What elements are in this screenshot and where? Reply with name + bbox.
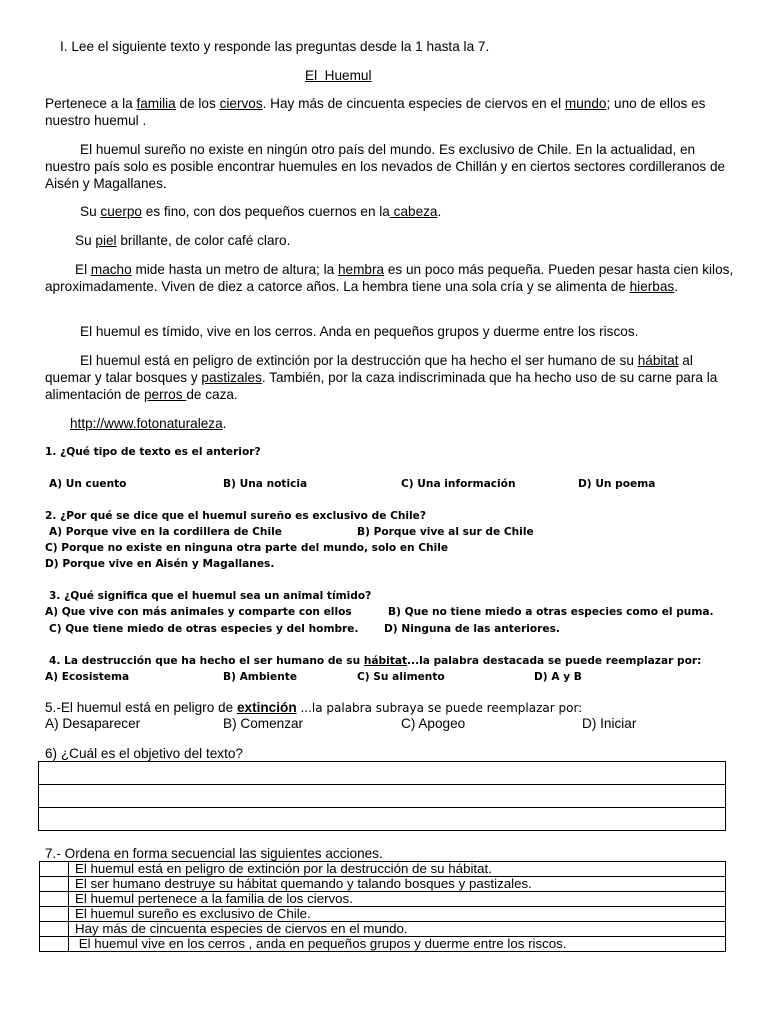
q5-option-d[interactable]: D) Iniciar (582, 716, 637, 731)
question-6: 6) ¿Cuál es el objetivo del texto? (45, 746, 243, 761)
question-5: 5.-El huemul está en peligro de extinción ...la palabra subraya se puede reemplazar por: (45, 700, 583, 715)
answer-line-2[interactable] (38, 784, 726, 808)
sequence-action: El huemul sureño es exclusivo de Chile. (69, 907, 726, 922)
paragraph-2: El huemul sureño no existe en ningún otro país del mundo. Es exclusivo de Chile. En la actualidad, en nuestro país solo es posible encontrar huemules en los nevados de Chillán y en ciertos sectores cordilleranos de Aisén y Magallanes. (45, 142, 726, 191)
question-4-options (0, 669, 768, 686)
q1-option-b[interactable]: B) Una noticia (223, 478, 308, 490)
question-2: 2. ¿Por qué se dice que el huemul sureño es exclusivo de Chile? (45, 510, 426, 522)
question-7: 7.- Ordena en forma secuencial las siguientes acciones. (45, 846, 383, 861)
table-row (40, 892, 726, 907)
table-row (40, 922, 726, 937)
word-piel: piel (95, 233, 117, 248)
order-number-cell[interactable] (40, 922, 69, 937)
q5-option-c[interactable]: C) Apogeo (401, 716, 466, 731)
source-link[interactable]: http://www.fotonaturaleza (70, 416, 223, 431)
document-title (305, 67, 372, 84)
order-number-cell[interactable] (40, 877, 69, 892)
q1-option-c[interactable]: C) Una información (401, 478, 516, 490)
question-4: 4. La destrucción que ha hecho el ser humano de su hábitat...la palabra destacada se puede reemplazar por: (49, 655, 702, 667)
paragraph-3: Su cuerpo es fino, con dos pequeños cuernos en la cabeza. (80, 204, 442, 219)
q3-option-c[interactable]: C) Que tiene miedo de otras especies y del hombre. (49, 623, 359, 635)
question-2-options-row1 (0, 524, 768, 541)
word-macho: macho (90, 262, 132, 277)
word-pastizales: pastizales (201, 370, 262, 385)
table-row (40, 907, 726, 922)
q4-option-d[interactable]: D) A y B (534, 671, 582, 683)
word-hembra: hembra (337, 262, 385, 277)
q2-option-a[interactable]: A) Porque vive en la cordillera de Chile (49, 526, 282, 538)
sequence-action: El huemul pertenece a la familia de los ciervos. (69, 892, 726, 907)
sequence-table (39, 861, 726, 952)
title-article: El (305, 68, 318, 83)
q5-option-b[interactable]: B) Comenzar (223, 716, 304, 731)
source: http://www.fotonaturaleza. (70, 416, 227, 431)
answer-line-3[interactable] (38, 807, 726, 831)
paragraph-6: El huemul es tímido, vive en los cerros. Anda en pequeños grupos y duerme entre los riscos. (80, 324, 639, 339)
q5-highlight-word: extinción (236, 700, 297, 715)
word-cuerpo: cuerpo (100, 204, 142, 219)
order-number-cell[interactable] (40, 907, 69, 922)
order-number-cell[interactable] (40, 862, 69, 877)
word-familia: familia (136, 96, 176, 111)
q4-option-c[interactable]: C) Su alimento (357, 671, 445, 683)
question-5-options (0, 715, 768, 732)
word-hierbas: hierbas (629, 279, 675, 294)
paragraph-5: El macho mide hasta un metro de altura; la hembra es un poco más pequeña. Pueden pesar hasta cien kilos, aproximadamente. Viven de diez a catorce años. La hembra tiene una sola cría y se alimenta de hierbas. (45, 262, 734, 294)
q2-option-c[interactable]: C) Porque no existe en ninguna otra parte del mundo, solo en Chile (45, 542, 449, 554)
word-mundo: mundo (564, 96, 607, 111)
order-number-cell[interactable] (40, 892, 69, 907)
title-name: Huemul (324, 68, 372, 83)
table-row (40, 862, 726, 877)
q2-option-d[interactable]: D) Porque vive en Aisén y Magallanes. (45, 558, 275, 570)
question-3-options-row1 (0, 604, 768, 621)
q4-highlight-word: hábitat (363, 655, 408, 667)
question-3-options-row2 (0, 621, 768, 638)
table-row (40, 877, 726, 892)
question-3: 3. ¿Qué significa que el huemul sea un animal tímido? (49, 590, 372, 602)
order-number-cell[interactable] (40, 937, 69, 952)
instruction: I. Lee el siguiente texto y responde las preguntas desde la 1 hasta la 7. (60, 39, 490, 54)
question-1-options (0, 476, 768, 493)
word-perros: perros (144, 387, 187, 402)
answer-line-1[interactable] (38, 761, 726, 785)
word-ciervos: ciervos (219, 96, 263, 111)
question-1: 1. ¿Qué tipo de texto es el anterior? (45, 446, 261, 458)
word-cabeza: cabeza (389, 204, 438, 219)
paragraph-1: Pertenece a la familia de los ciervos. Hay más de cincuenta especies de ciervos en el mundo; uno de ellos es nuestro huemul . (45, 96, 706, 128)
word-habitat: hábitat (637, 353, 679, 368)
q4-option-a[interactable]: A) Ecosistema (45, 671, 130, 683)
table-row (40, 937, 726, 952)
paragraph-4: Su piel brillante, de color café claro. (75, 233, 291, 248)
sequence-action: El huemul vive en los cerros , anda en pequeños grupos y duerme entre los riscos. (69, 937, 726, 952)
q3-option-a[interactable]: A) Que vive con más animales y comparte con ellos (45, 606, 352, 618)
q3-option-d[interactable]: D) Ninguna de las anteriores. (384, 623, 560, 635)
q1-option-a[interactable]: A) Un cuento (49, 478, 127, 490)
paragraph-7: El huemul está en peligro de extinción por la destrucción que ha hecho el ser humano de su hábitat al quemar y talar bosques y pastizales. También, por la caza indiscriminada que ha hecho uso de su carne para la alimentación de perros de caza. (45, 353, 718, 402)
sequence-action: El huemul está en peligro de extinción por la destrucción de su hábitat. (69, 862, 726, 877)
q1-option-d[interactable]: D) Un poema (578, 478, 656, 490)
q4-option-b[interactable]: B) Ambiente (223, 671, 298, 683)
sequence-action: Hay más de cincuenta especies de ciervos en el mundo. (69, 922, 726, 937)
q2-option-b[interactable]: B) Porque vive al sur de Chile (357, 526, 534, 538)
sequence-action: El ser humano destruye su hábitat quemando y talando bosques y pastizales. (69, 877, 726, 892)
q3-option-b[interactable]: B) Que no tiene miedo a otras especies como el puma. (388, 606, 714, 618)
q5-option-a[interactable]: A) Desaparecer (45, 716, 141, 731)
